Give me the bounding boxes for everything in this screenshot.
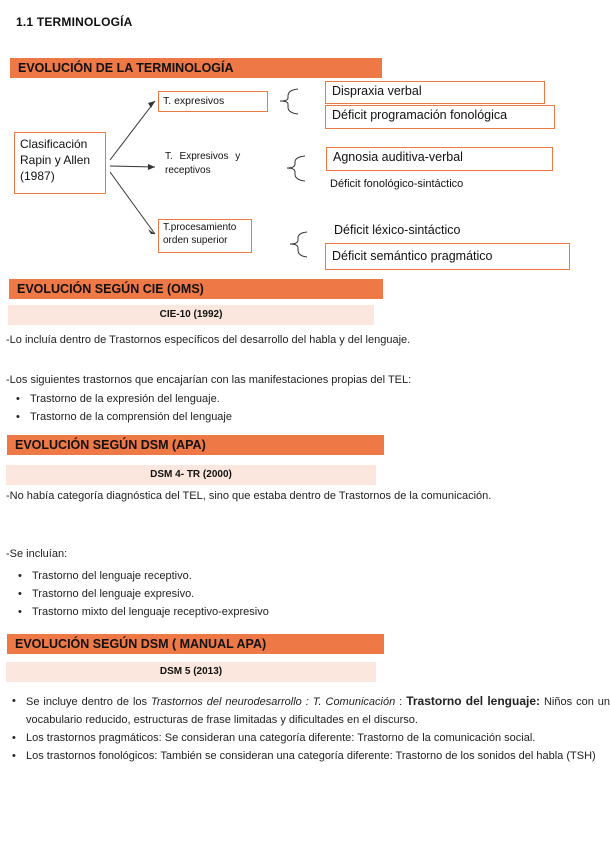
dsm4-paragraph-2: -Se incluían:: [6, 548, 68, 560]
agnosia-label: Agnosia auditiva-verbal: [333, 150, 463, 164]
page-title: 1.1 TERMINOLOGÍA: [16, 15, 133, 29]
evolution-terminology-header: EVOLUCIÓN DE LA TERMINOLOGÍA: [10, 58, 382, 78]
dsm5-subtitle: DSM 5 (2013): [6, 662, 376, 682]
dsm4-list: [10, 567, 269, 621]
cie-subtitle: CIE-10 (1992): [8, 305, 374, 325]
procesamiento-label: T.procesamiento orden superior: [163, 222, 237, 246]
list-item: • Trastorno del lenguaje expresivo.: [32, 585, 269, 603]
expresivos-label: T. expresivos: [163, 95, 225, 107]
dispraxia-label: Dispraxia verbal: [332, 84, 422, 98]
deficit-programacion-label: Déficit programación fonológica: [332, 108, 508, 122]
list-item: • Los trastornos fonológicos: También se consideran una categoría diferente: Trastorno de los sonidos del habla (TSH): [26, 747, 610, 765]
procesamiento-box: [158, 219, 252, 253]
cie-paragraph-1: -Lo incluía dentro de Trastornos específicos del desarrollo del habla y del lenguaje.: [6, 334, 411, 346]
list-item: • Los trastornos pragmáticos: Se consideran una categoría diferente: Trastorno de la comunicación social.: [26, 729, 610, 747]
list-item: • Trastorno de la comprensión del lenguaje: [30, 408, 232, 426]
cie-header: EVOLUCIÓN SEGÚN CIE (OMS): [9, 279, 383, 299]
classification-label: Clasificación Rapin y Allen (1987): [20, 137, 91, 183]
agnosia-box: [326, 147, 553, 171]
list-item: • Trastorno del lenguaje receptivo.: [32, 567, 269, 585]
expresivos-receptivos-label: T. Expresivos y receptivos: [165, 151, 241, 176]
dsm4-subtitle: DSM 4- TR (2000): [6, 465, 376, 485]
deficit-programacion-box: [325, 105, 555, 129]
dispraxia-box: [325, 81, 545, 104]
deficit-semantico-box: [325, 243, 570, 270]
list-item: • Trastorno mixto del lenguaje receptivo-expresivo: [32, 603, 269, 621]
dsm5-list: [4, 692, 610, 765]
list-item: • Trastorno de la expresión del lenguaje.: [30, 390, 232, 408]
list-item: • Se incluye dentro de los Trastornos del neurodesarrollo : T. Comunicación : Trastorno del lenguaje: Niños con un vocabulario reducido, estructuras de frase limitadas y dificultades en el discurso.: [26, 692, 610, 729]
dsm5-header: EVOLUCIÓN SEGÚN DSM ( MANUAL APA): [7, 634, 384, 654]
classification-box: [14, 132, 106, 194]
cie-paragraph-2: -Los siguientes trastornos que encajarían con las manifestaciones propias del TEL:: [6, 374, 412, 386]
deficit-semantico-label: Déficit semántico pragmático: [332, 249, 493, 263]
deficit-lexico-label: Déficit léxico-sintáctico: [334, 223, 461, 237]
cie-list: [8, 390, 232, 426]
dsm4-header: EVOLUCIÓN SEGÚN DSM (APA): [7, 435, 384, 455]
expresivos-box: [158, 91, 268, 112]
deficit-fonologico-label: Déficit fonológico-sintáctico: [330, 178, 464, 190]
dsm4-paragraph-1: -No había categoría diagnóstica del TEL, sino que estaba dentro de Trastornos de la comunicación.: [6, 490, 492, 502]
